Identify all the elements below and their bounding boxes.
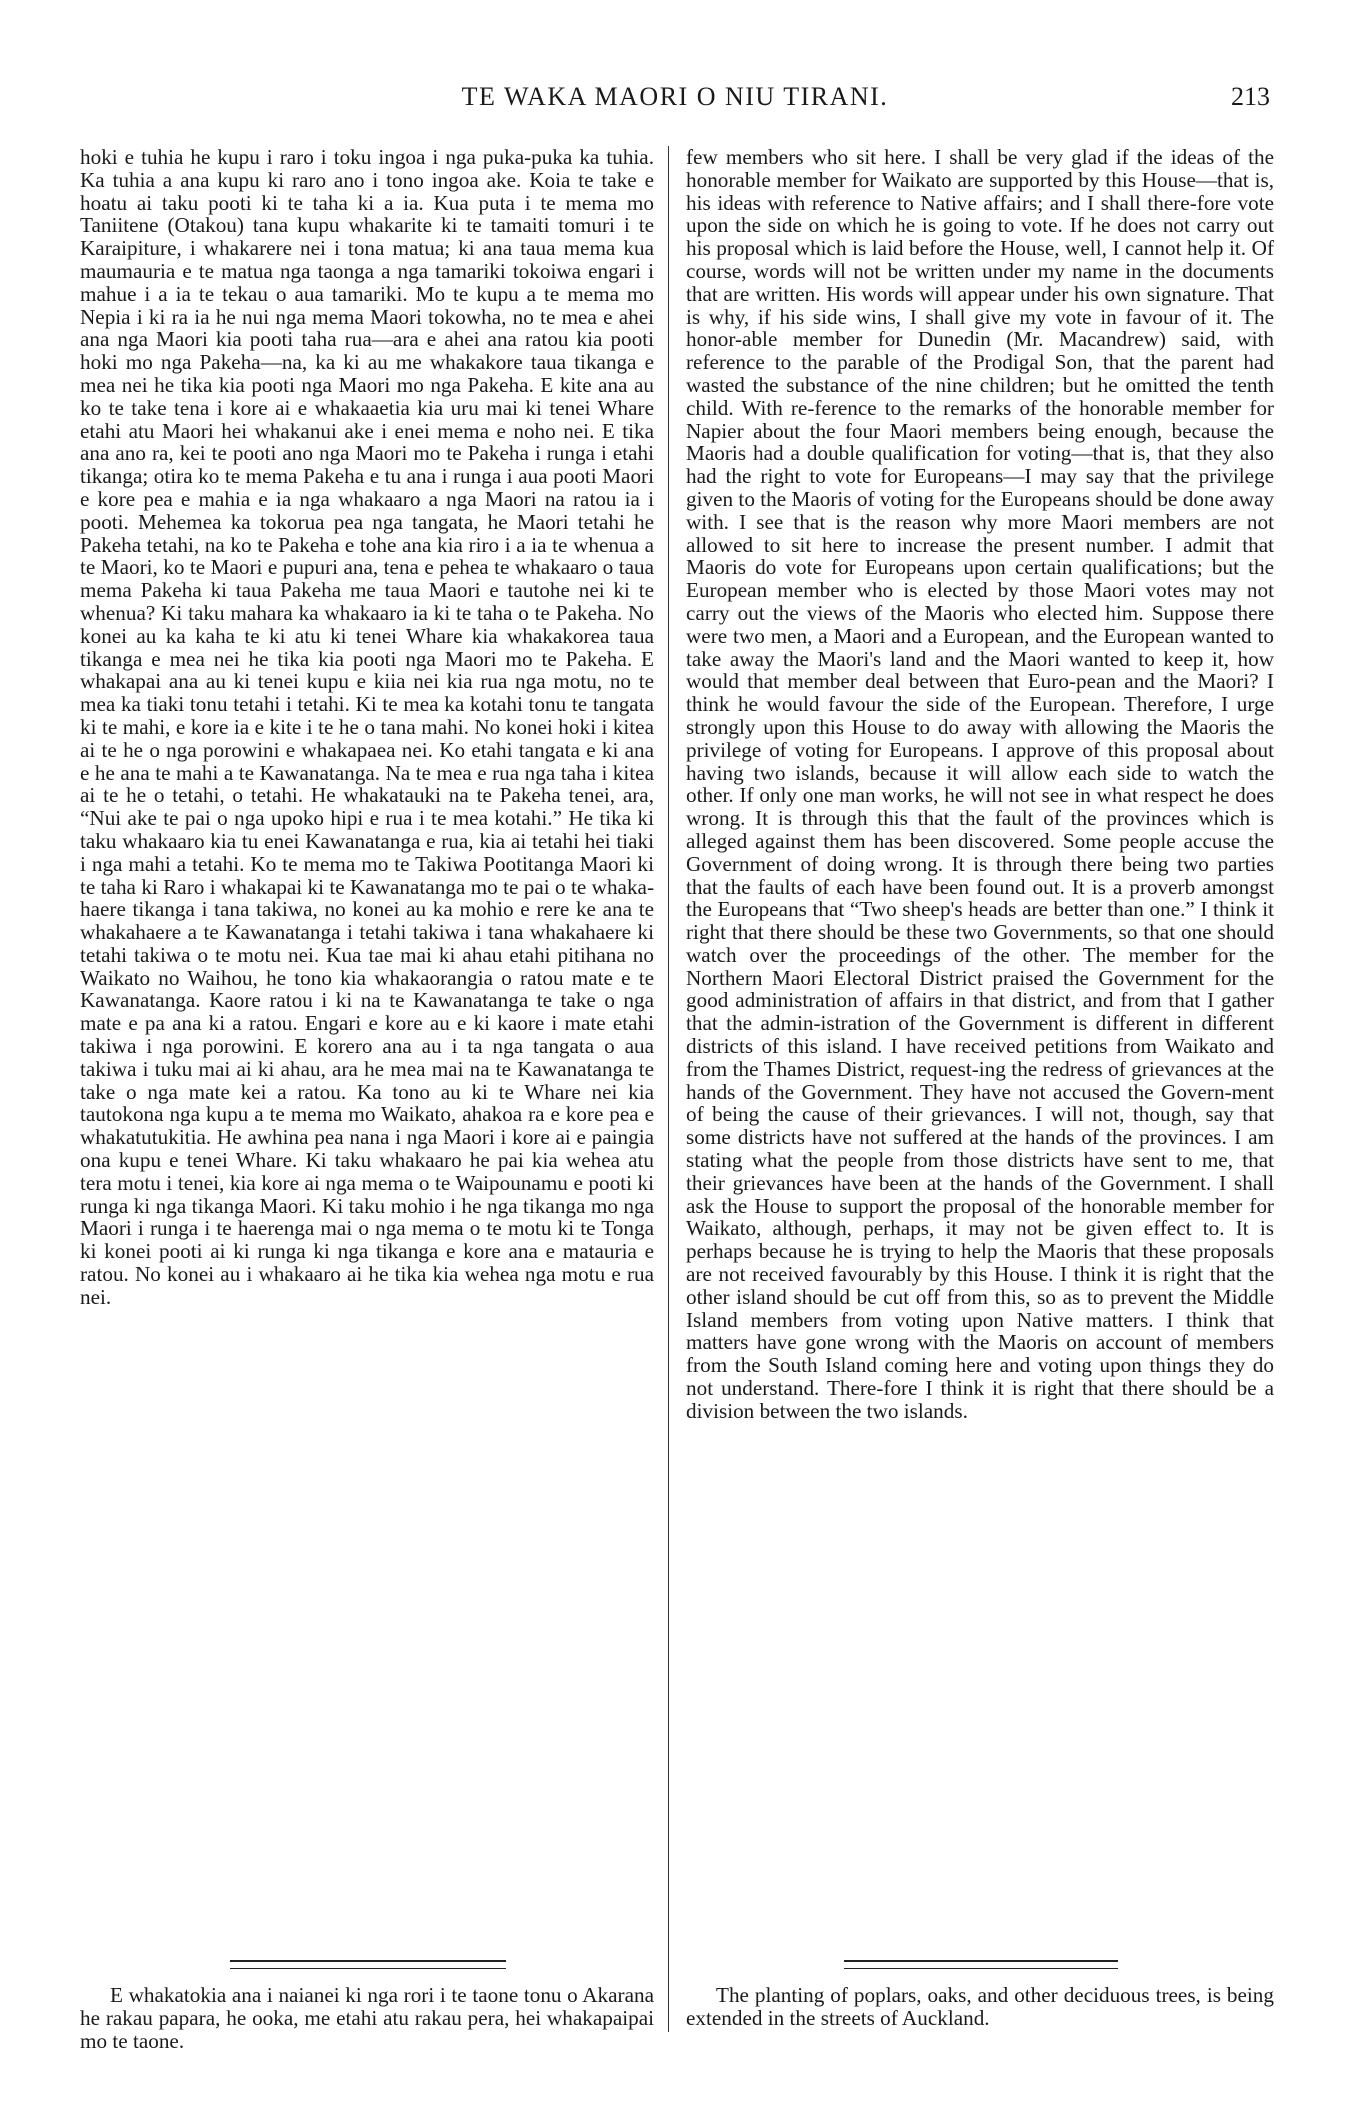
- page-header: [80, 82, 1270, 122]
- maori-paragraph: hoki e tuhia he kupu i raro i toku ingoa i nga puka-puka ka tuhia. Ka tuhia a ana kupu ki raro ano i tono ingoa ake. Koia te take e hoatu ai taku pooti ki te taha ki a ia. Kua puta i te mema mo Taniitene (Otakou) tana kupu whakarite ki te tamaiti tomuri i te Karaipiture, i whakarere nei i tona matua; ki ana taua mema kua maumauria e te matua nga taonga a nga tamariki tokoiwa engari i mahue i a ia te tekau o aua tamariki. Mo te kupu a te mema mo Nepia i ki ra ia he nui nga mema Maori tokowha, no te mea e ahei ana nga Maori kia pooti taha rua—ara e ahei ana ratou kia pooti hoki mo nga Pakeha—na, ka ki au me whakakore taua tikanga e mea nei he tika kia pooti nga Maori mo nga Pakeha. E kite ana au ko te take tena i kore ai e whakaaetia kia uru mai ki tenei Whare etahi atu Maori hei whakanui ake i enei mema e noho nei. E tika ana ano ra, kei te pooti ano nga Maori mo te Pakeha i runga i etahi tikanga; otira ko te mema Pakeha e tu ana i runga i aua pooti Maori e kore pea e mahia e ia nga whakaaro a nga Maori na ratou ia i pooti. Mehemea ka tokorua pea nga tangata, he Maori tetahi he Pakeha tetahi, na ko te Pakeha e tohe ana kia riro i a ia te whenua a te Maori, ko te Maori e pupuri ana, tena e pehea te whakaaro o taua mema Pakeha ki taua Pakeha me taua Maori e tautohe nei ki te whenua? Ki taku mahara ka whakaaro ia ki te taha o te Pakeha. No konei au ka kaha te ki atu ki tenei Whare kia whakakorea taua tikanga e mea nei he tika kia pooti nga Maori mo te Pakeha. E whakapai ana au ki tenei kupu e kiia nei kia rua nga motu, no te mea ka tiaki tonu tetahi i tetahi. Ki te mea ka kotahi tonu te tangata ki te mahi, e kore ia e kite i te he o tana mahi. No konei hoki i kitea ai te he o nga porowini e whakapaea nei. Ko etahi tangata e ki ana e he ana te mahi a te Kawanatanga. Na te mea e rua nga taha i kitea ai te he o tetahi, o tetahi. He whakatauki na te Pakeha tenei, ara, “Nui ake te pai o nga upoko hipi e rua i te mea kotahi.” He tika ki taku whakaaro kia tu enei Kawanatanga e rua, kia ai tetahi hei tiaki i nga mahi a tetahi. Ko te mema mo te Takiwa Pootitanga Maori ki te taha ki Raro i whakapai ki te Kawanatanga mo te pai o te whaka-haere tikanga i tana takiwa, no konei au ka mohio e rere ke ana te whakahaere a te Kawanatanga i tetahi takiwa i tana whakahaere ki tetahi takiwa o te motu nei. Kua tae mai ki ahau etahi pitihana no Waikato no Waihou, he tono kia whakaorangia o ratou mate e te Kawanatanga. Kaore ratou i ki na te Kawanatanga te take o nga mate e pa ana ki a ratou. Engari e kore au e ki kaore i mate etahi takiwa i nga porowini. E korero ana au i ta nga tangata o aua takiwa i tuku mai ai ki ahau, ara he mea mai na te Kawanatanga te take o nga mate kei a ratou. Ka tono au ki te Whare nei kia tautokona nga kupu a te mema mo Waikato, ahakoa ra e kore pea e whakatutukitia. He awhina pea nana i nga Maori i kore ai e paingia ona kupu e tenei Whare. Ki taku whakaaro he pai kia wehea atu tera motu i tenei, kia kore ai nga mema o te Waipounamu e pooti ki runga ki nga tikanga Maori. Ki taku mohio i he nga tikanga mo nga Maori i runga i te haerenga mai o nga mema o te motu ki te Tonga ki konei pooti ai ki runga ki nga tikanga e kore ana e matauria e ratou. No konei au i whakaaro ai he tika kia wehea nga motu e rua nei.: [80, 145, 654, 1309]
- publication-title: TE WAKA MAORI O NIU TIRANI.: [461, 82, 889, 111]
- section-rule-left: [230, 1960, 506, 1969]
- english-text-column: [686, 146, 1274, 1423]
- english-paragraph: few members who sit here. I shall be very glad if the ideas of the honorable member for Waikato are supported by this House—that is, his ideas with reference to Native affairs; and I shall there-fore vote upon the side on which he is going to vote. If he does not carry out his proposal which is laid before the House, well, I cannot help it. Of course, words will not be written under my name in the documents that are written. His words will appear under his own signature. That is why, if his side wins, I shall give my vote in favour of it. The honor-able member for Dunedin (Mr. Macandrew) said, with reference to the parable of the Prodigal Son, that the parent had wasted the substance of the nine children; but he omitted the tenth child. With re-ference to the remarks of the honorable member for Napier about the four Maori members being enough, because the Maoris had a double qualification for voting—that is, that they also had the right to vote for Europeans—I may say that the privilege given to the Maoris of voting for the Europeans should be done away with. I see that is the reason why more Maori members are not allowed to sit here to increase the present number. I admit that Maoris do vote for Europeans upon certain qualifications; but the European member who is elected by those Maori votes may not carry out the views of the Maoris who elected him. Suppose there were two men, a Maori and a European, and the European wanted to take away the Maori's land and the Maori wanted to keep it, how would that member deal between that Euro-pean and the Maori? I think he would favour the side of the European. Therefore, I urge strongly upon this House to do away with allowing the Maoris the privilege of voting for Europeans. I approve of this proposal about having two islands, because it will allow each side to watch the other. If only one man works, he will not see in what respect he does wrong. It is through this that the fault of the provinces which is alleged against them has been discovered. Some people accuse the Government of doing wrong. It is through there being two parties that the faults of each have been found out. It is a proverb amongst the Europeans that “Two sheep's heads are better than one.” I think it right that there should be these two Governments, so that one should watch over the proceedings of the other. The member for the Northern Maori Electoral District praised the Government for the good administration of affairs in that district, and from that I gather that the admin-istration of the Government is different in different districts of this island. I have received petitions from Waikato and from the Thames District, request-ing the redress of grievances at the hands of the Government. They have not accused the Govern-ment of being the cause of their grievances. I will not, though, say that some districts have not suffered at the hands of the provinces. I am stating what the people from those districts have sent to me, that their grievances have been at the hands of the Government. I shall ask the House to support the proposal of the honorable member for Waikato, although, perhaps, it may not be given effect to. It is perhaps because he is trying to help the Maoris that these proposals are not received favourably by this House. I think it is right that the other island should be cut off from this, so as to prevent the Middle Island members from voting upon Native matters. I think that matters have gone wrong with the Maoris on account of members from the South Island coming here and voting upon things they do not understand. There-fore I think it is right that there should be a division between the two islands.: [686, 145, 1274, 1423]
- section-rule-right: [844, 1960, 1118, 1969]
- page-number: 213: [1231, 82, 1270, 111]
- maori-note-text: E whakatokia ana i naianei ki nga rori i te taone tonu o Akarana he rakau papara, he ooka, me etahi atu rakau pera, hei whakapaipai mo te taone.: [80, 1983, 654, 2053]
- english-note-text: The planting of poplars, oaks, and other deciduous trees, is being extended in the streets of Auckland.: [686, 1983, 1274, 2030]
- maori-text-column: [80, 146, 654, 1309]
- column-divider: [668, 146, 669, 2032]
- maori-news-note: [80, 1984, 654, 2052]
- english-news-note: [686, 1984, 1274, 2030]
